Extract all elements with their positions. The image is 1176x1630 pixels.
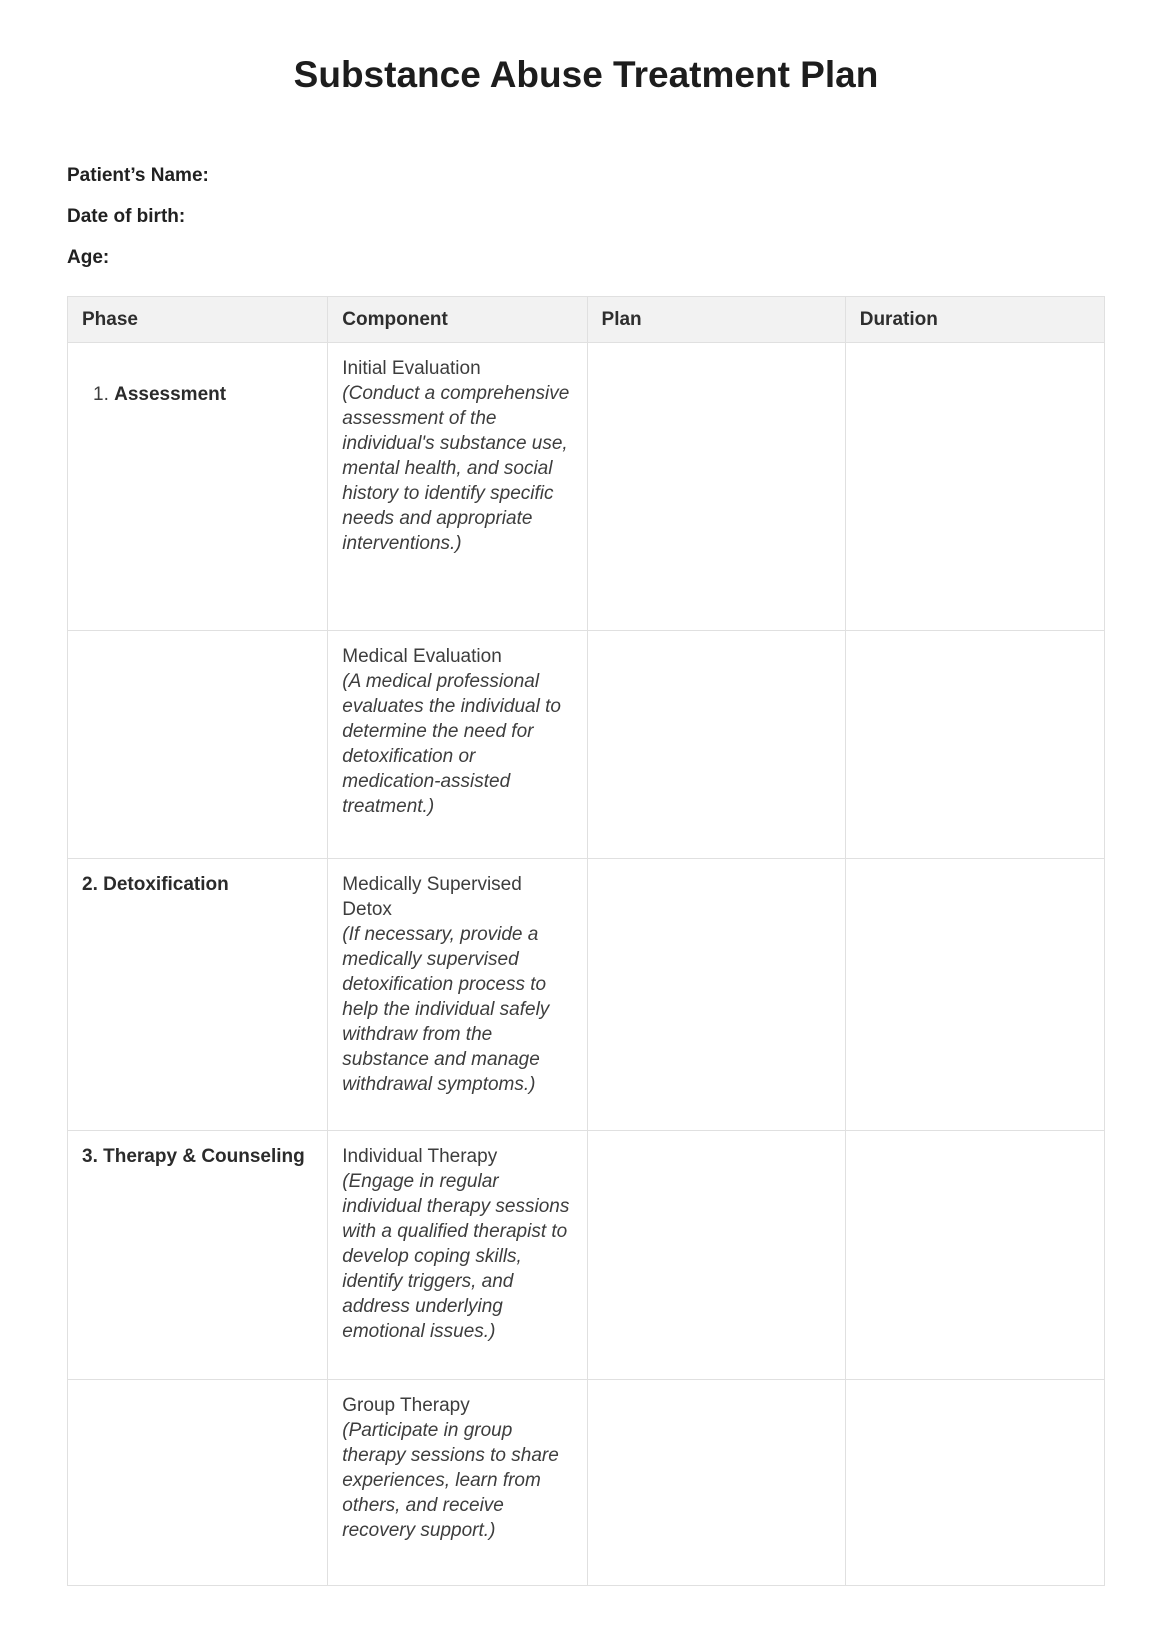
- component-title: Medically Supervised Detox: [342, 874, 522, 920]
- component-cell: [328, 1380, 587, 1586]
- component-note: (A medical professional evaluates the individual to determine the need for detoxification or medication-assisted treatment.): [342, 671, 561, 817]
- page-title: Substance Abuse Treatment Plan: [293, 54, 879, 95]
- duration-cell: [845, 343, 1104, 631]
- plan-cell: [587, 631, 845, 859]
- plan-cell: [587, 859, 845, 1131]
- phase-cell: [68, 343, 328, 631]
- component-cell: [328, 631, 587, 859]
- phase-name: Detoxification: [103, 874, 229, 895]
- table-header-row: [68, 297, 1105, 343]
- table-header: [68, 297, 1105, 343]
- patient-name-label: Patient’s Name:: [67, 165, 209, 186]
- phase-number: 3.: [82, 1146, 104, 1167]
- duration-column-header: Duration: [845, 297, 1104, 343]
- plan-cell: [587, 1131, 845, 1380]
- component-title: Medical Evaluation: [342, 646, 502, 667]
- component-title: Individual Therapy: [342, 1146, 498, 1167]
- phase-label: [93, 382, 313, 407]
- plan-cell: [587, 343, 845, 631]
- date-of-birth-label: Date of birth:: [67, 206, 186, 227]
- component-cell: [328, 1131, 587, 1380]
- phase-cell: [68, 1131, 328, 1380]
- duration-cell: [845, 631, 1104, 859]
- table-row: [68, 1131, 1105, 1380]
- duration-cell: [845, 859, 1104, 1131]
- component-cell: [328, 859, 587, 1131]
- phase-number: 2.: [82, 874, 104, 895]
- component-cell: [328, 343, 587, 631]
- phase-label: [82, 872, 313, 897]
- phase-column-header: Phase: [68, 297, 328, 343]
- component-note: (Participate in group therapy sessions to share experiences, learn from others, and receive recovery support.): [342, 1420, 559, 1541]
- phase-cell: [68, 859, 328, 1131]
- component-column-header: Component: [328, 297, 587, 343]
- phase-name: Assessment: [114, 384, 227, 405]
- component-note: (Conduct a comprehensive assessment of the individual's substance use, mental health, and social history to identify specific needs and appropriate interventions.): [342, 383, 570, 554]
- phase-cell: [68, 1380, 328, 1586]
- table-row: [68, 859, 1105, 1131]
- plan-cell: [587, 1380, 845, 1586]
- duration-cell: [845, 1131, 1104, 1380]
- component-title: Group Therapy: [342, 1395, 470, 1416]
- component-note: (If necessary, provide a medically supervised detoxification process to help the individual safely withdraw from the substance and manage withdrawal symptoms.): [342, 924, 550, 1095]
- age-label: Age:: [67, 247, 110, 268]
- table-row: [68, 1380, 1105, 1586]
- component-title: Initial Evaluation: [342, 358, 481, 379]
- patient-fields: [67, 166, 1105, 268]
- phase-number: 1.: [93, 384, 115, 405]
- duration-cell: [845, 1380, 1104, 1586]
- plan-column-header: Plan: [587, 297, 845, 343]
- treatment-plan-table: [67, 296, 1105, 1586]
- phase-cell: [68, 631, 328, 859]
- phase-label: [82, 1144, 313, 1169]
- table-row: [68, 343, 1105, 631]
- table-row: [68, 631, 1105, 859]
- component-note: (Engage in regular individual therapy sessions with a qualified therapist to develop coping skills, identify triggers, and address underlying emotional issues.): [342, 1171, 570, 1342]
- treatment-plan-table-body: [68, 343, 1105, 1586]
- phase-name: Therapy & Counseling: [103, 1146, 305, 1167]
